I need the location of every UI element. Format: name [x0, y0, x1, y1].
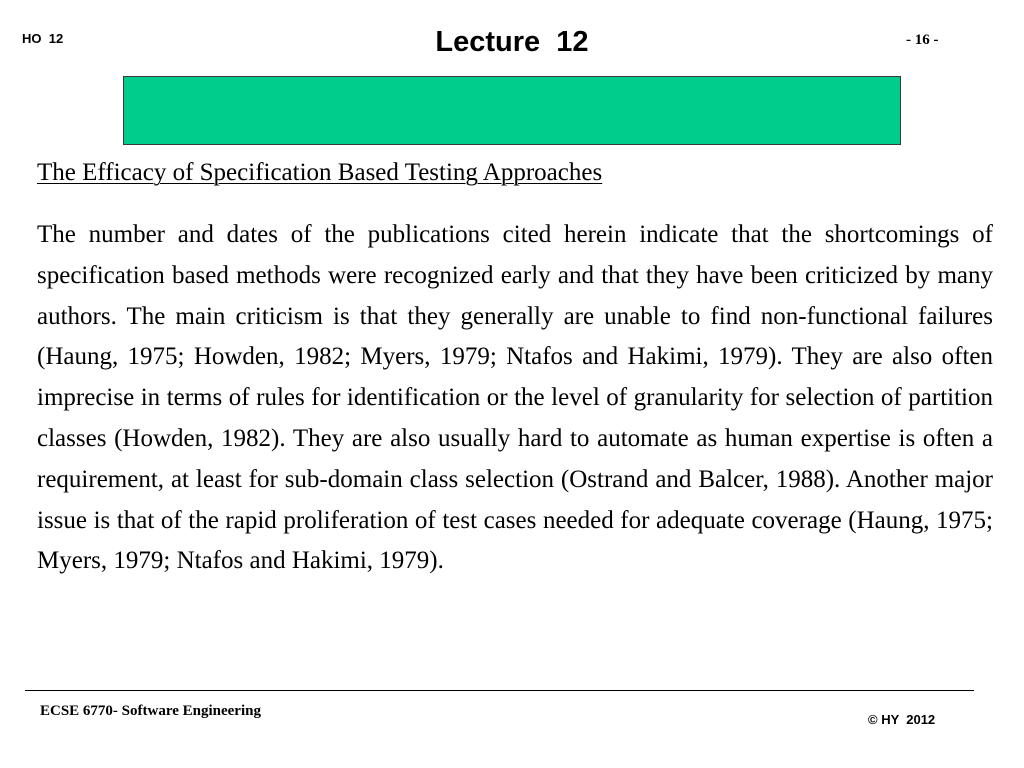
page-number: - 16 - — [906, 32, 939, 48]
title-banner — [123, 76, 901, 145]
footer-divider — [25, 690, 974, 691]
course-name: ECSE 6770- Software Engineering — [40, 703, 261, 719]
handout-number: HO 12 — [22, 31, 64, 46]
body-paragraph: The number and dates of the publications cited herein indicate that the shortcomings of specification based methods were recognized early and that they have been criticized by many authors. The main criticism is that they generally are unable to find non-functional failures (Haung, 1975; Howden, 1982; Myers, 1979; Ntafos and Hakimi, 1979). They are also often imprecise in terms of rules for identification or the level of granularity for selection of partition classes (Howden, 1982). They are also usually hard to automate as human expertise is often a requirement, at least for sub-domain class selection (Ostrand and Balcer, 1988). Another major issue is that of the rapid proliferation of test cases needed for adequate coverage (Haung, 1975; Myers, 1979; Ntafos and Hakimi, 1979). — [37, 221, 993, 575]
lecture-title: Lecture 12 — [435, 26, 589, 58]
section-heading: The Efficacy of Specification Based Testing Approaches — [37, 159, 603, 186]
copyright-notice: © HY 2012 — [868, 712, 936, 727]
